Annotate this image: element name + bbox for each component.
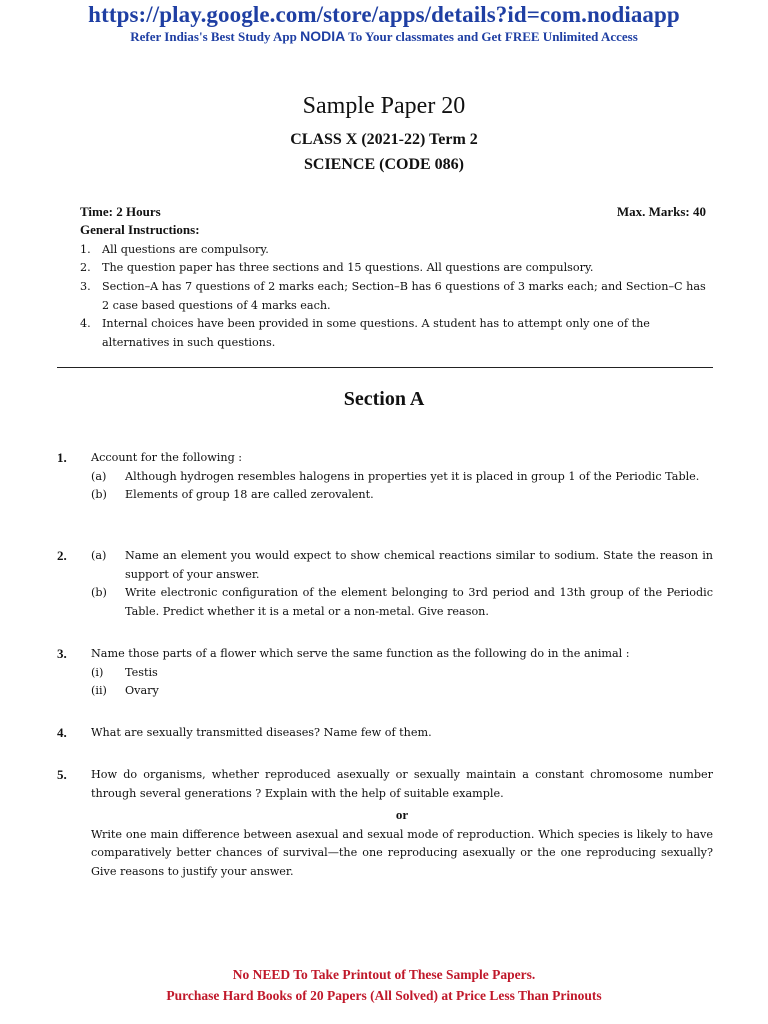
question-text: Account for the following :: [91, 451, 243, 464]
part-label: (ii): [91, 684, 107, 698]
or-separator: or: [395, 807, 409, 823]
question-number: 3.: [57, 646, 67, 661]
question-part: [91, 664, 713, 683]
part-label: (a): [91, 469, 107, 483]
question-part: [91, 682, 713, 701]
part-text: Elements of group 18 are called zerovalent.: [125, 488, 374, 502]
max-marks-label: Max. Marks: 40: [616, 204, 706, 219]
part-text: Testis: [125, 665, 158, 679]
question-part: [91, 547, 713, 584]
class-line: CLASS X (2021-22) Term 2: [290, 131, 478, 148]
instruction-item: [80, 241, 712, 260]
alternative-question-text: Write one main difference between asexual and sexual mode of reproduction. Which species is likely to have comparatively better chances of survival—the one reproducing asexually or the one reproducing sexually? Give reasons to justify your answer.: [91, 827, 713, 878]
question-4: [57, 724, 713, 743]
instruction-number: 4.: [80, 317, 91, 330]
question-5: [57, 766, 713, 882]
question-part: [91, 468, 713, 487]
instruction-number: 1.: [80, 243, 91, 256]
footer-notice-2: Purchase Hard Books of 20 Papers (All Solved) at Price Less Than Prinouts: [166, 988, 602, 1003]
part-text: Name an element you would expect to show chemical reactions similar to sodium. State the reason in support of your answer.: [125, 549, 713, 581]
section-a-heading: Section A: [343, 388, 425, 410]
question-text: Name those parts of a flower which serve the same function as the following do in the animal :: [91, 647, 630, 660]
question-2: [57, 547, 713, 621]
instruction-number: 2.: [80, 261, 91, 274]
paper-title: Sample Paper 20: [302, 93, 466, 119]
question-number: 5.: [57, 767, 67, 782]
instruction-number: 3.: [80, 280, 91, 293]
header-promo: [0, 28, 768, 45]
promo-text-before: Refer Indias's Best Study App: [130, 29, 301, 44]
instruction-text: All questions are compulsory.: [102, 243, 269, 256]
promo-text-after: To Your classmates and Get FREE Unlimited Access: [345, 29, 638, 44]
instruction-text: Internal choices have been provided in some questions. A student has to attempt only one of the alternatives in such questions.: [102, 317, 650, 349]
time-label: Time: 2 Hours: [80, 204, 161, 219]
question-text: How do organisms, whether reproduced asexually or sexually maintain a constant chromosome number through several generations ? Explain with the help of suitable example.: [91, 768, 713, 800]
question-number: 4.: [57, 725, 67, 740]
part-text: Write electronic configuration of the element belonging to 3rd period and 13th group of the Periodic Table. Predict whether it is a metal or a non-metal. Give reason.: [125, 586, 713, 618]
instruction-text: The question paper has three sections and 15 questions. All questions are compulsory.: [102, 261, 594, 274]
question-1: [57, 449, 713, 505]
part-label: (b): [91, 488, 107, 502]
question-number: 1.: [57, 450, 67, 465]
part-text: Ovary: [125, 684, 159, 698]
instruction-text: Section–A has 7 questions of 2 marks each; Section–B has 6 questions of 3 marks each; and Section–C has 2 case based questions of 4 marks each.: [102, 280, 706, 312]
footer-notice-1: No NEED To Take Printout of These Sample Papers.: [232, 967, 536, 982]
question-part: [91, 486, 713, 505]
subject-line: SCIENCE (CODE 086): [303, 156, 464, 173]
instruction-item: [80, 315, 712, 352]
part-text: Although hydrogen resembles halogens in properties yet it is placed in group 1 of the Periodic Table.: [125, 469, 700, 483]
header-url-link[interactable]: https://play.google.com/store/apps/details?id=com.nodiaapp: [88, 2, 680, 27]
promo-brand: NODIA: [300, 28, 346, 44]
question-part: [91, 584, 713, 621]
instructions-heading: General Instructions:: [80, 222, 200, 237]
question-number: 2.: [57, 548, 67, 563]
part-label: (a): [91, 549, 107, 562]
section-divider: [57, 367, 713, 368]
instruction-item: [80, 259, 712, 278]
question-3: [57, 645, 713, 701]
question-text: What are sexually transmitted diseases? Name few of them.: [91, 726, 432, 739]
part-label: (b): [91, 586, 107, 600]
part-label: (i): [91, 665, 104, 679]
instruction-item: [80, 278, 712, 315]
